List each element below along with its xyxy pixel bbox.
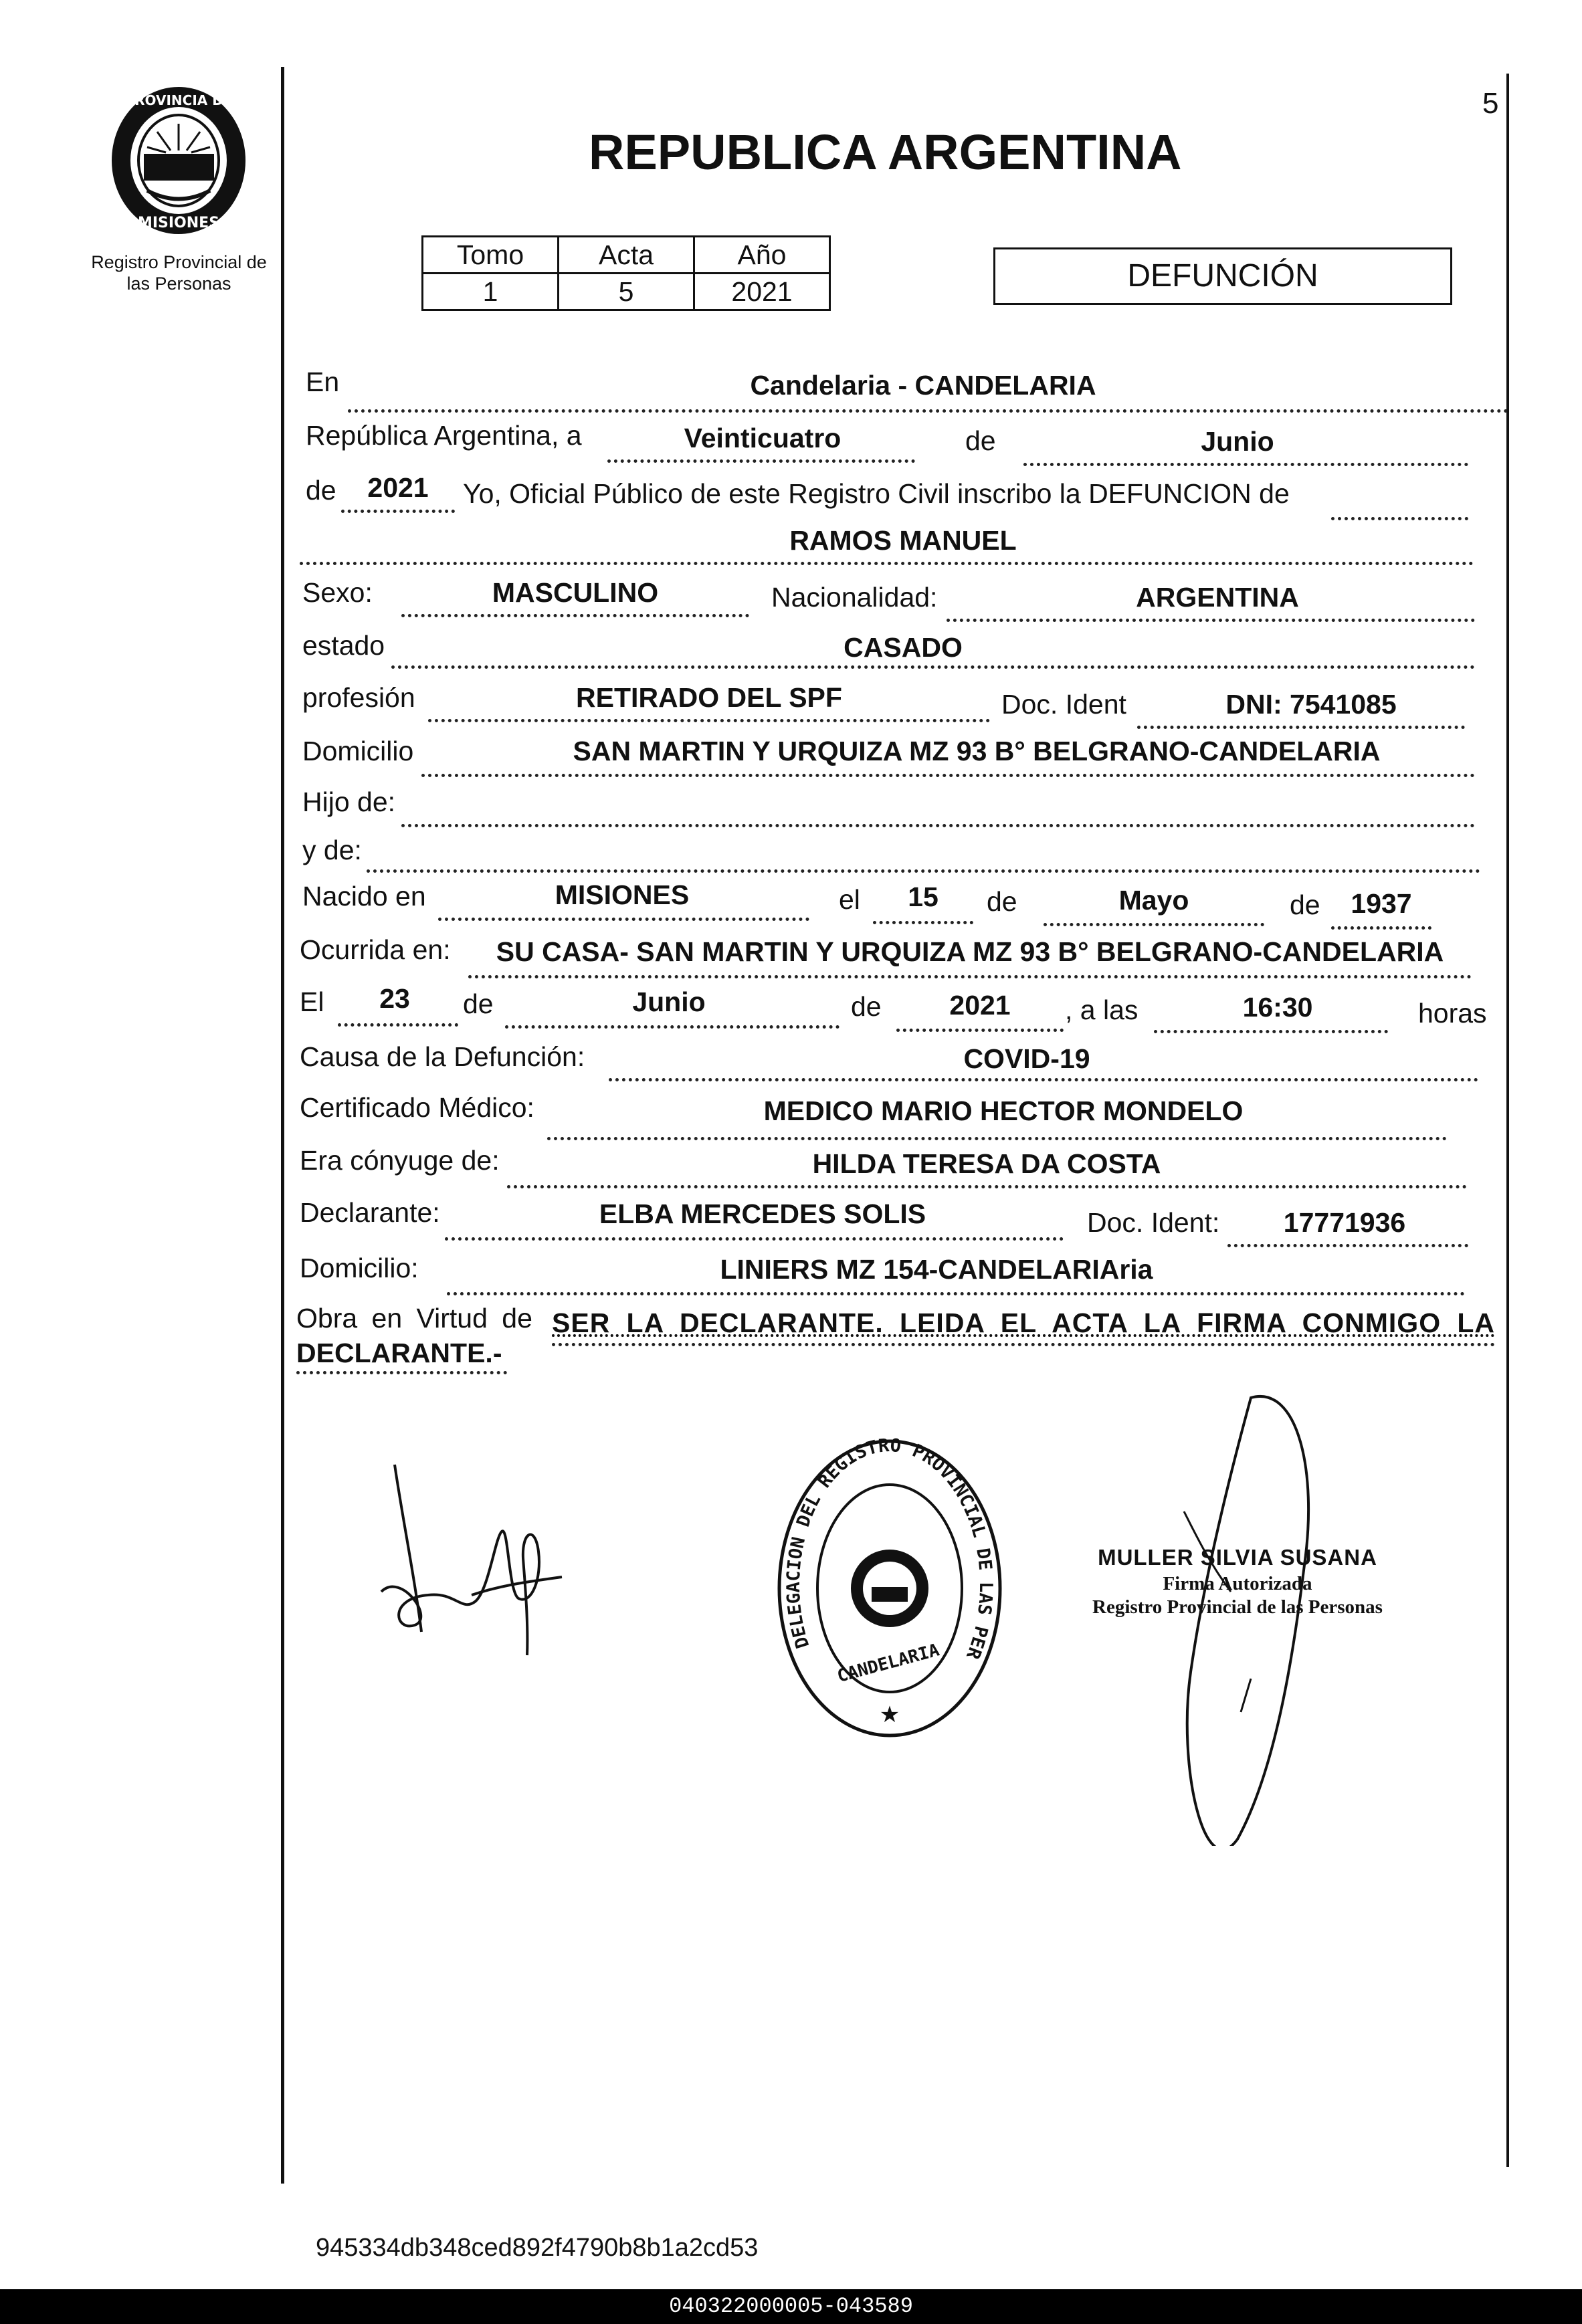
- label-de: de: [1290, 889, 1320, 920]
- registry-stamp: [773, 1435, 1007, 1742]
- label-ocurrida-en: Ocurrida en:: [300, 934, 451, 965]
- header-acta: Acta: [559, 237, 694, 274]
- registry-name: [64, 251, 294, 294]
- value-sex: MASCULINO: [492, 577, 659, 608]
- declarant-signature: [375, 1458, 569, 1659]
- value-deceased-name: RAMOS MANUEL: [789, 525, 1017, 556]
- footer-code: 040322000005-043589: [0, 2289, 1582, 2324]
- value-profession: RETIRADO DEL SPF: [576, 682, 842, 713]
- dotted-line: [607, 459, 915, 463]
- label-a-las: , a las: [1065, 994, 1139, 1025]
- label-sexo: Sexo:: [302, 577, 373, 608]
- stamp-arc-text: DELEGACION DEL REGISTRO PROVINCIAL DE LAS PER: [783, 1435, 997, 1662]
- value-cause: COVID-19: [963, 1043, 1090, 1074]
- dotted-line: [1331, 517, 1468, 520]
- dotted-line: [1044, 923, 1264, 926]
- value-birth-day: 15: [908, 881, 938, 912]
- value-civil-status: CASADO: [844, 632, 963, 663]
- stamp-star-icon: ★: [879, 1702, 900, 1727]
- value-death-time: 16:30: [1242, 992, 1313, 1023]
- value-document: DNI: 7541085: [1225, 689, 1397, 720]
- dotted-line: [1137, 726, 1465, 729]
- dotted-line: [421, 774, 1475, 777]
- dotted-line: [445, 1237, 1064, 1241]
- value-nationality: ARGENTINA: [1136, 582, 1299, 613]
- value-declarant: ELBA MERCEDES SOLIS: [599, 1198, 926, 1229]
- label-estado: estado: [302, 630, 385, 661]
- dotted-line: [438, 918, 809, 921]
- label-de: de: [987, 886, 1017, 917]
- label-domicilio-2: Domicilio:: [300, 1253, 419, 1283]
- dotted-line: [873, 921, 973, 924]
- dotted-line: [338, 1023, 458, 1027]
- dotted-line: [468, 975, 1472, 978]
- official-office: Registro Provincial de las Personas: [1092, 1596, 1383, 1618]
- value-anio: 2021: [694, 274, 830, 310]
- dotted-line: [391, 665, 1475, 669]
- label-horas: horas: [1418, 998, 1487, 1029]
- label-de: de: [463, 988, 494, 1019]
- label-declarante: Declarante:: [300, 1197, 440, 1228]
- label-causa: Causa de la Defunción:: [300, 1041, 585, 1072]
- registry-name-line2: las Personas: [126, 274, 231, 294]
- registry-name-line1: Registro Provincial de: [91, 252, 267, 272]
- value-spouse: HILDA TERESA DA COSTA: [812, 1148, 1161, 1179]
- label-doc-ident: Doc. Ident: [1001, 689, 1126, 720]
- value-declarant-address: LINIERS MZ 154-CANDELARIAria: [720, 1254, 1153, 1285]
- right-border-line: [1506, 74, 1509, 2167]
- value-tomo: 1: [423, 274, 559, 310]
- dotted-line: [505, 1025, 839, 1029]
- value-doctor: MEDICO MARIO HECTOR MONDELO: [763, 1095, 1244, 1126]
- dotted-line: [401, 614, 749, 617]
- dotted-line: [1227, 1244, 1468, 1247]
- value-place: Candelaria - CANDELARIA: [750, 370, 1096, 401]
- register-table: [421, 235, 831, 311]
- label-de: de: [965, 425, 996, 456]
- value-year: 2021: [367, 472, 429, 503]
- record-type-box: DEFUNCIÓN: [993, 247, 1452, 305]
- official-block: [1070, 1545, 1405, 1618]
- official-name: MULLER SILVIA SUSANA: [1098, 1545, 1377, 1570]
- misiones-coat-of-arms-logo: [107, 84, 251, 241]
- dotted-line: [348, 409, 1508, 413]
- logo-bottom-text: MISIONES: [137, 215, 220, 231]
- dotted-line: [547, 1137, 1447, 1140]
- label-domicilio: Domicilio: [302, 736, 414, 766]
- dotted-line: [896, 1029, 1064, 1032]
- dotted-line: [609, 1078, 1478, 1081]
- label-nacionalidad: Nacionalidad:: [771, 582, 938, 613]
- label-profesion: profesión: [302, 682, 415, 713]
- value-birth-year: 1937: [1351, 888, 1412, 919]
- hash-code: 945334db348ced892f4790b8b1a2cd53: [316, 2234, 759, 2262]
- dotted-line: [552, 1343, 1495, 1346]
- dotted-line: [447, 1292, 1465, 1295]
- label-yo-oficial: Yo, Oficial Público de este Registro Civil inscribo la DEFUNCION de: [463, 478, 1290, 509]
- value-death-year: 2021: [949, 990, 1011, 1021]
- dotted-line: [947, 619, 1475, 622]
- left-border-line: [281, 67, 284, 2184]
- label-en: En: [306, 366, 340, 397]
- dotted-line: [428, 719, 990, 722]
- label-republica: República Argentina, a: [306, 420, 582, 451]
- official-signature: [1164, 1391, 1324, 1846]
- label-el: el: [839, 884, 860, 915]
- value-obra-line2: DECLARANTE.-: [296, 1338, 502, 1368]
- page-title: REPUBLICA ARGENTINA: [589, 124, 1182, 180]
- value-declarant-doc: 17771936: [1283, 1207, 1406, 1238]
- label-hijo-de: Hijo de:: [302, 786, 396, 817]
- dotted-line: [401, 824, 1475, 827]
- label-de: de: [306, 475, 336, 506]
- label-nacido-en: Nacido en: [302, 881, 426, 912]
- logo-top-text: PROVINCIA DE: [124, 92, 233, 108]
- value-address: SAN MARTIN Y URQUIZA MZ 93 B° BELGRANO-CANDELARIA: [573, 736, 1381, 766]
- label-obra: Obra en Virtud de: [296, 1303, 532, 1334]
- value-day-words: Veinticuatro: [684, 423, 842, 453]
- value-birth-month: Mayo: [1118, 885, 1189, 916]
- page-number: 5: [1482, 87, 1499, 120]
- dotted-line: [300, 562, 1474, 565]
- value-month: Junio: [1201, 426, 1274, 457]
- value-death-month: Junio: [632, 986, 706, 1017]
- label-y-de: y de:: [302, 835, 362, 865]
- value-occurred-at: SU CASA- SAN MARTIN Y URQUIZA MZ 93 B° BELGRANO-CANDELARIA: [496, 936, 1444, 967]
- dotted-line: [1154, 1030, 1388, 1033]
- official-role: Firma Autorizada: [1163, 1573, 1312, 1594]
- dotted-line: [296, 1371, 507, 1374]
- value-birthplace: MISIONES: [555, 879, 690, 910]
- dotted-line: [341, 510, 455, 513]
- label-certificado: Certificado Médico:: [300, 1092, 534, 1123]
- label-doc-ident-2: Doc. Ident:: [1087, 1207, 1220, 1238]
- header-anio: Año: [694, 237, 830, 274]
- value-obra-line1: SER LA DECLARANTE. LEIDA EL ACTA LA FIRMA CONMIGO LA: [552, 1307, 1495, 1338]
- dotted-line: [1023, 463, 1468, 466]
- value-death-day: 23: [379, 983, 410, 1014]
- value-acta: 5: [559, 274, 694, 310]
- label-el-cap: El: [300, 986, 324, 1017]
- stamp-center-text: CANDELARIA: [835, 1640, 942, 1687]
- header-tomo: Tomo: [423, 237, 559, 274]
- dotted-line: [1331, 926, 1431, 930]
- label-conyuge: Era cónyuge de:: [300, 1145, 500, 1176]
- dotted-line: [507, 1185, 1467, 1188]
- label-de: de: [851, 991, 882, 1022]
- dotted-line: [367, 869, 1480, 873]
